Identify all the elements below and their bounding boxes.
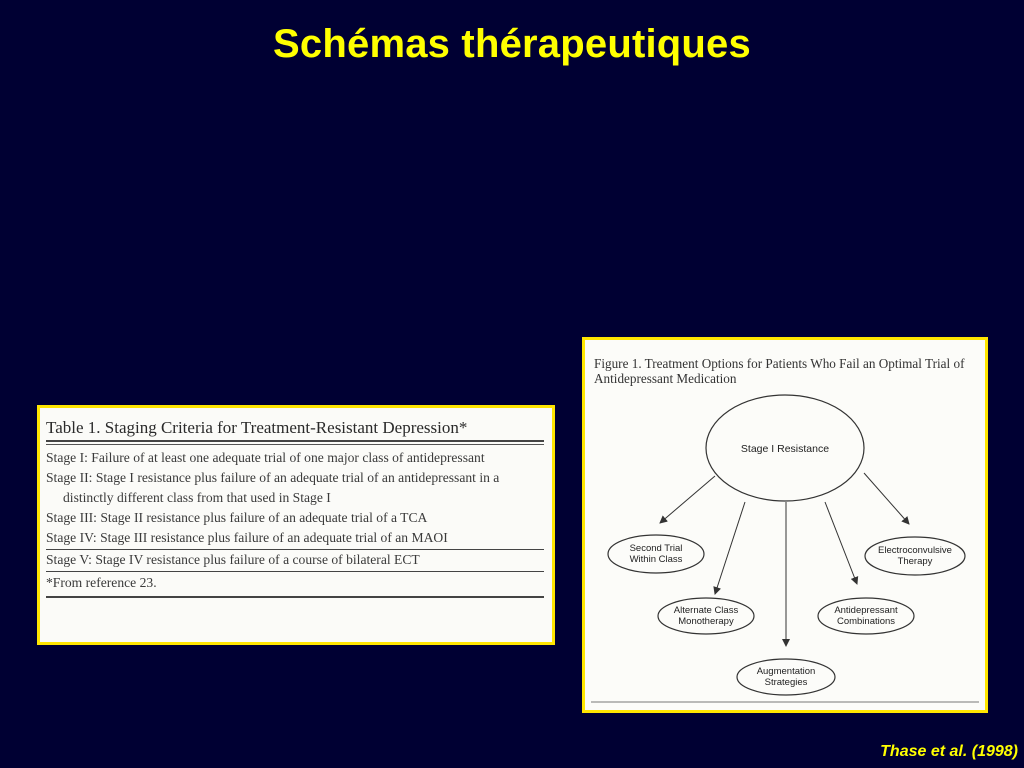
- node-augmentation: [737, 659, 835, 695]
- citation: Thase et al. (1998): [880, 743, 1018, 760]
- stage-item-1: Stage I: Failure of at least one adequate trial of one major class of antidepressant: [46, 450, 485, 465]
- table-footnote: *From reference 23.: [46, 572, 544, 598]
- stage-list: [46, 448, 544, 548]
- stage-item-3: Stage III: Stage II resistance plus failure of an adequate trial of a TCA: [46, 510, 428, 525]
- node-alternate-class: [658, 598, 754, 634]
- stage-item-5: Stage V: Stage IV resistance plus failure of a course of bilateral ECT: [46, 552, 420, 567]
- table-caption: Table 1. Staging Criteria for Treatment-Resistant Depression*: [46, 418, 544, 442]
- treatment-diagram: [585, 340, 985, 710]
- table-divider: [46, 444, 544, 445]
- center-node-label: Stage I Resistance: [740, 443, 830, 455]
- figure-caption: Figure 1. Treatment Options for Patients Who Fail an Optimal Trial of Antidepressant Medication: [594, 356, 965, 386]
- arrow-second-trial: [660, 476, 715, 523]
- node-ect: [865, 537, 965, 575]
- node-second-trial: [608, 535, 704, 573]
- node-label: Monotherapy: [678, 616, 734, 627]
- arrow-combinations: [825, 502, 857, 584]
- node-label: Combinations: [836, 616, 896, 627]
- treatment-options-figure: [582, 337, 988, 713]
- center-node: [706, 395, 864, 501]
- stage-item-4: Stage IV: Stage III resistance plus failure of an adequate trial of an MAOI: [46, 530, 448, 545]
- arrow-alternate-class: [715, 502, 745, 594]
- node-label: Therapy: [897, 556, 933, 567]
- stage-item-2: Stage II: Stage I resistance plus failure of an adequate trial of an antidepressant in a distinctly different class from that used in Stage I: [46, 470, 500, 505]
- node-label: Second Trial: [629, 543, 683, 554]
- node-label: Alternate Class: [673, 605, 739, 616]
- node-label: Electroconvulsive: [878, 545, 952, 556]
- node-label: Within Class: [629, 554, 683, 565]
- node-combinations: [818, 598, 914, 634]
- node-label: Strategies: [764, 677, 808, 688]
- staging-criteria-table: [37, 405, 555, 645]
- slide-title: Schémas thérapeutiques: [273, 22, 751, 66]
- node-label: Augmentation: [756, 666, 816, 677]
- node-label: Antidepressant: [834, 605, 898, 616]
- arrow-ect: [864, 473, 909, 524]
